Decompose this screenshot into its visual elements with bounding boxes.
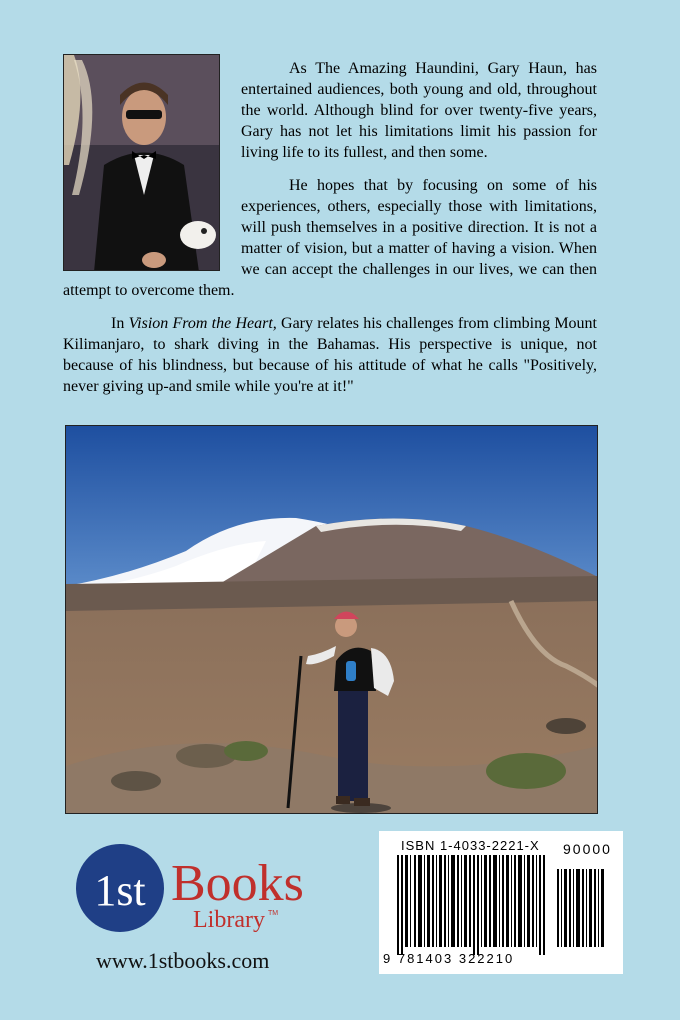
- book-title: Vision From the Heart,: [128, 315, 277, 332]
- paragraph-vision-rest: Gary relates his challenges from climbing Mount Kilimanjaro, to shark diving in the Bahamas. His perspective is unique, not because of his blindness, but because of his attitude of what he calls "Positively, never giving up-and smile while you're at it!": [63, 315, 597, 395]
- publisher-logo: [75, 843, 335, 943]
- paragraph-intro: As The Amazing Haundini, Gary Haun, has entertained audiences, both young and old, throughout the world. Although blind for over twenty-five years, Gary has not let his limitations limit his passion for living life to its fullest, and then some.: [241, 60, 597, 161]
- paragraph-vision: [63, 313, 597, 397]
- kilimanjaro-photo: [65, 425, 598, 814]
- barcode-bars: [393, 855, 613, 955]
- isbn-barcode: [379, 831, 623, 974]
- price-code: 90000: [563, 841, 612, 857]
- logo-books: Books: [171, 855, 304, 912]
- paragraph-hopes: He hopes that by focusing on some of his experiences, others, especially those with limitations, will push themselves in a positive direction. It is not a matter of vision, but a matter of having a vision. When we can accept the challenges in our lives, we can then attempt to overcome them.: [63, 177, 597, 299]
- back-cover-text: [63, 58, 597, 409]
- isbn-number: ISBN 1-4033-2221-X: [401, 838, 540, 853]
- ean-digits: 9 781403 322210: [383, 951, 515, 966]
- paragraph-vision-prefix: In: [111, 315, 129, 332]
- publisher-url: www.1stbooks.com: [96, 948, 270, 973]
- logo-number: 1st: [94, 866, 146, 915]
- logo-library: Library: [193, 907, 265, 933]
- logo-trademark: TM: [268, 910, 279, 917]
